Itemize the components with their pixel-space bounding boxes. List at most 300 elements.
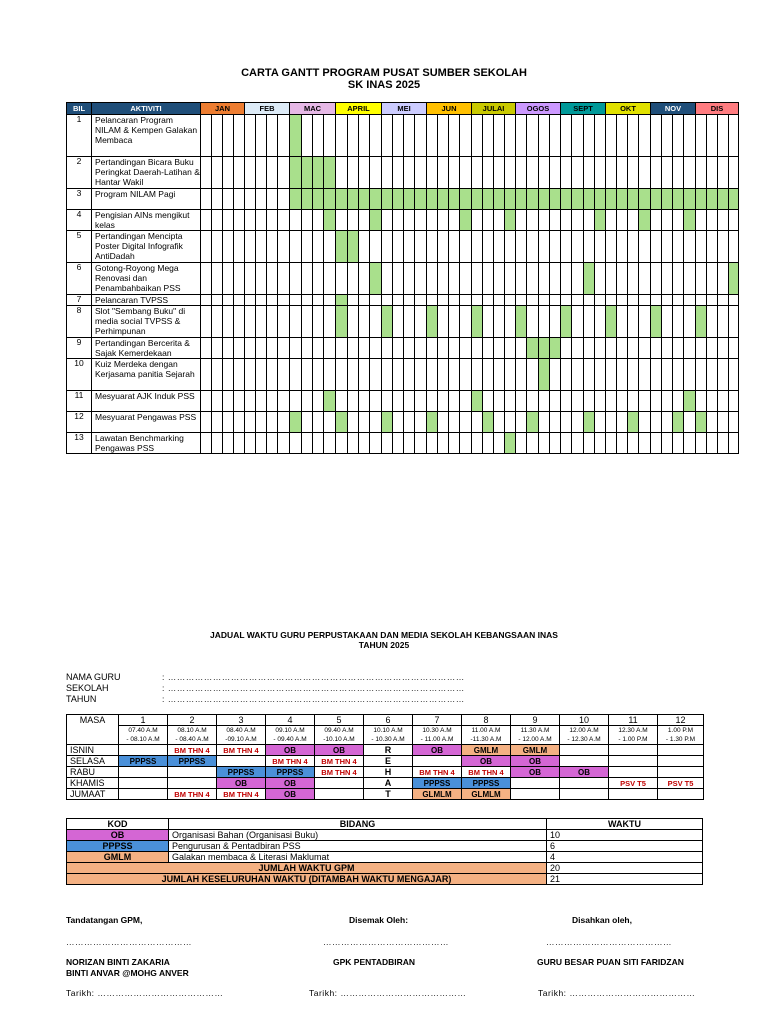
gantt-row [67,338,739,359]
gantt-week-cell [212,391,223,412]
gantt-week-cell [348,157,359,189]
sum-total-value: 21 [547,874,703,885]
gantt-week-cell [516,157,527,189]
gantt-bar-cell [550,338,561,359]
gantt-bar-cell [561,189,572,210]
gantt-week-cell [382,115,393,157]
kod-waktu: 6 [547,841,703,852]
gantt-week-cell [561,157,572,189]
row-number: 8 [67,306,92,338]
gantt-week-cell [415,359,427,391]
gantt-week-cell [639,391,651,412]
gantt-week-cell [572,306,584,338]
gantt-week-cell [527,157,539,189]
gantt-row [67,433,739,454]
gantt-week-cell [245,115,256,157]
gantt-week-cell [267,263,278,295]
gantt-week-cell [212,338,223,359]
disahkan-label: Disahkan oleh, [572,915,632,925]
gantt-week-cell [212,263,223,295]
month-header: APRIL [336,103,382,115]
field-label: SEKOLAH [66,683,109,693]
timetable-cell: OB [560,767,609,778]
gantt-bar-cell [572,189,584,210]
gantt-week-cell [561,359,572,391]
kod-header: KOD [67,819,169,830]
period-time: 09.10 A.M - 09.40 A.M [266,726,315,745]
gantt-week-cell [370,231,382,263]
gantt-week-cell [449,210,460,231]
gantt-week-cell [278,295,290,306]
gantt-week-cell [483,338,494,359]
gantt-week-cell [267,433,278,454]
gantt-bar-cell [438,189,449,210]
period-number: 1 [119,715,168,726]
gantt-week-cell [483,295,494,306]
gantt-week-cell [527,391,539,412]
gantt-week-cell [527,359,539,391]
gantt-week-cell [684,433,696,454]
gantt-week-cell [673,338,684,359]
gantt-week-cell [267,189,278,210]
gantt-week-cell [606,433,617,454]
gantt-bar-cell [460,210,472,231]
gantt-week-cell [673,263,684,295]
gantt-week-cell [324,295,336,306]
gantt-week-cell [729,391,739,412]
gantt-week-cell [673,306,684,338]
gantt-week-cell [427,338,438,359]
gantt-week-cell [404,412,415,433]
gantt-bar-cell [584,412,595,433]
gantt-week-cell [393,306,404,338]
timetable-cell: PPPSS [413,778,462,789]
timetable-cell [217,756,266,767]
gantt-week-cell [359,231,370,263]
month-header: JUN [427,103,472,115]
gantt-week-cell [539,306,550,338]
month-header: DIS [696,103,739,115]
gantt-week-cell [707,391,718,412]
gantt-week-cell [684,115,696,157]
gantt-week-cell [212,433,223,454]
gantt-week-cell [729,433,739,454]
gantt-week-cell [662,359,673,391]
gantt-week-cell [382,359,393,391]
gantt-week-cell [572,231,584,263]
gantt-week-cell [223,359,234,391]
gantt-week-cell [201,263,212,295]
timetable-cell: OB [462,756,511,767]
timetable-cell: PPPSS [217,767,266,778]
gantt-week-cell [278,210,290,231]
gantt-week-cell [494,295,505,306]
gantt-week-cell [359,115,370,157]
gantt-week-cell [223,412,234,433]
gantt-bar-cell [606,306,617,338]
gantt-bar-cell [313,157,324,189]
gantt-week-cell [256,210,267,231]
disahkan-sign-line: …………………………………… [546,937,672,947]
gantt-week-cell [438,433,449,454]
gantt-week-cell [718,157,729,189]
gantt-week-cell [584,210,595,231]
gantt-bar-cell [348,189,359,210]
timetable-cell: R [364,745,413,756]
gantt-week-cell [278,231,290,263]
gantt-week-cell [460,359,472,391]
timetable-cell [658,756,704,767]
period-time: 08.10 A.M - 08.40 A.M [168,726,217,745]
gantt-week-cell [393,412,404,433]
gantt-week-cell [223,210,234,231]
gantt-week-cell [460,391,472,412]
gantt-week-cell [561,115,572,157]
gantt-week-cell [393,295,404,306]
gantt-week-cell [617,433,628,454]
gantt-week-cell [505,359,516,391]
timetable-cell: OB [511,767,560,778]
gantt-week-cell [256,263,267,295]
gantt-bar-cell [527,338,539,359]
gpm-name-line1: NORIZAN BINTI ZAKARIA [66,957,170,967]
gantt-week-cell [617,295,628,306]
gantt-week-cell [449,295,460,306]
gantt-bar-cell [483,412,494,433]
gantt-week-cell [516,412,527,433]
disemak-sign-line: …………………………………… [323,937,449,947]
gantt-week-cell [483,433,494,454]
gantt-week-cell [550,210,561,231]
gantt-week-cell [494,210,505,231]
gantt-week-cell [707,412,718,433]
gantt-week-cell [539,295,550,306]
timetable-cell: GMLM [462,745,511,756]
disahkan-tarikh: Tarikh: …………………………………… [538,988,696,998]
row-number: 1 [67,115,92,157]
gantt-row [67,189,739,210]
gantt-week-cell [673,433,684,454]
gantt-week-cell [595,231,606,263]
gantt-subtitle: SK INAS 2025 [347,79,421,91]
gantt-week-cell [348,412,359,433]
gantt-week-cell [278,391,290,412]
gantt-week-cell [382,338,393,359]
gantt-week-cell [651,115,662,157]
timetable-cell [560,756,609,767]
gantt-bar-cell [336,412,348,433]
period-number: 2 [168,715,217,726]
gantt-week-cell [223,433,234,454]
gantt-week-cell [201,306,212,338]
gantt-week-cell [212,210,223,231]
gantt-week-cell [550,433,561,454]
gantt-week-cell [290,295,302,306]
gantt-week-cell [256,115,267,157]
gantt-week-cell [527,115,539,157]
activity-name: Kuiz Merdeka dengan Kerjasama panitia Sejarah [92,359,201,391]
gantt-week-cell [201,295,212,306]
gantt-week-cell [584,306,595,338]
gantt-bar-cell [336,306,348,338]
gantt-week-cell [707,433,718,454]
timetable-cell: BM THN 4 [462,767,511,778]
gantt-bar-cell [324,210,336,231]
gantt-week-cell [302,391,313,412]
gantt-bar-cell [539,359,550,391]
gantt-week-cell [302,359,313,391]
timetable-cell: BM THN 4 [217,789,266,800]
gantt-week-cell [595,391,606,412]
gantt-week-cell [561,231,572,263]
gantt-week-cell [527,210,539,231]
gantt-week-cell [472,231,483,263]
gantt-bar-cell [382,306,393,338]
gantt-week-cell [483,306,494,338]
gantt-week-cell [483,210,494,231]
gantt-week-cell [662,210,673,231]
period-number: 8 [462,715,511,726]
gantt-bar-cell [696,189,707,210]
gantt-bar-cell [561,306,572,338]
gantt-week-cell [359,295,370,306]
gantt-week-cell [516,295,527,306]
gantt-week-cell [539,210,550,231]
gantt-week-cell [313,210,324,231]
gantt-week-cell [336,391,348,412]
field-value: : ……………………………………………………………………………………… [162,672,465,682]
gantt-week-cell [494,391,505,412]
gantt-week-cell [212,295,223,306]
gantt-week-cell [606,359,617,391]
gantt-week-cell [313,359,324,391]
gantt-week-cell [290,359,302,391]
gantt-week-cell [572,338,584,359]
gantt-week-cell [460,295,472,306]
gantt-week-cell [313,263,324,295]
activity-name: Mesyuarat AJK Induk PSS [92,391,201,412]
gantt-week-cell [472,359,483,391]
gantt-week-cell [639,306,651,338]
gantt-bar-cell [336,231,348,263]
gantt-week-cell [673,359,684,391]
gantt-week-cell [584,231,595,263]
gantt-bar-cell [359,189,370,210]
gantt-week-cell [245,359,256,391]
gantt-week-cell [718,115,729,157]
gantt-week-cell [290,338,302,359]
gantt-bar-cell [427,189,438,210]
gantt-week-cell [718,231,729,263]
gantt-week-cell [696,391,707,412]
gantt-week-cell [584,295,595,306]
gantt-bar-cell [370,210,382,231]
gantt-week-cell [438,391,449,412]
disahkan-name: GURU BESAR PUAN SITI FARIDZAN [537,957,684,967]
gantt-week-cell [245,338,256,359]
row-number: 9 [67,338,92,359]
gantt-week-cell [516,433,527,454]
gantt-week-cell [550,306,561,338]
gantt-week-cell [415,157,427,189]
gantt-bar-cell [472,189,483,210]
disemak-tarikh: Tarikh: …………………………………… [309,988,467,998]
period-number: 4 [266,715,315,726]
gantt-week-cell [278,189,290,210]
gantt-week-cell [336,433,348,454]
period-number: 3 [217,715,266,726]
gantt-week-cell [438,231,449,263]
timetable-cell: OB [315,745,364,756]
gantt-week-cell [278,433,290,454]
gantt-week-cell [561,412,572,433]
gantt-week-cell [212,231,223,263]
gantt-week-cell [348,295,359,306]
gantt-week-cell [516,338,527,359]
gantt-week-cell [404,306,415,338]
gantt-week-cell [370,115,382,157]
timetable-cell [119,745,168,756]
period-number: 5 [315,715,364,726]
gantt-week-cell [393,231,404,263]
gantt-row [67,412,739,433]
gantt-week-cell [336,210,348,231]
gantt-week-cell [256,338,267,359]
gantt-week-cell [324,263,336,295]
gantt-week-cell [460,412,472,433]
gantt-week-cell [449,391,460,412]
period-number: 6 [364,715,413,726]
gantt-week-cell [539,115,550,157]
gantt-week-cell [606,391,617,412]
gantt-week-cell [662,231,673,263]
gantt-week-cell [359,412,370,433]
gantt-week-cell [696,263,707,295]
row-number: 3 [67,189,92,210]
kod-code: PPPSS [67,841,169,852]
timetable-cell [658,745,704,756]
activity-name: Pengisian AINs mengikut kelas [92,210,201,231]
gantt-week-cell [550,412,561,433]
period-number: 9 [511,715,560,726]
timetable-cell: GLMLM [413,789,462,800]
gantt-bar-cell [729,263,739,295]
gantt-week-cell [662,263,673,295]
timetable-cell: BM THN 4 [217,745,266,756]
gantt-week-cell [662,115,673,157]
gantt-week-cell [684,157,696,189]
gantt-week-cell [572,391,584,412]
gantt-bar-cell [382,412,393,433]
timetable-cell: H [364,767,413,778]
period-time: 08.40 A.M -09.10 A.M [217,726,266,745]
gantt-week-cell [617,338,628,359]
gantt-week-cell [662,157,673,189]
gantt-week-cell [302,306,313,338]
gantt-bar-cell [290,412,302,433]
gantt-week-cell [662,433,673,454]
kod-code: GMLM [67,852,169,863]
timetable-subtitle: TAHUN 2025 [358,640,410,650]
gantt-row [67,210,739,231]
gantt-week-cell [256,306,267,338]
gantt-week-cell [415,295,427,306]
gantt-bar-cell [639,189,651,210]
gantt-bar-cell [673,189,684,210]
gantt-week-cell [348,391,359,412]
timetable-cell [609,745,658,756]
gantt-week-cell [639,338,651,359]
gantt-week-cell [438,295,449,306]
period-number: 10 [560,715,609,726]
gantt-week-cell [505,412,516,433]
gantt-week-cell [628,115,639,157]
timetable-cell: PPPSS [168,756,217,767]
gantt-week-cell [561,263,572,295]
gantt-week-cell [696,359,707,391]
gantt-week-cell [460,263,472,295]
gantt-bar-cell [651,189,662,210]
gantt-bar-cell [595,210,606,231]
gantt-week-cell [256,433,267,454]
gantt-week-cell [370,338,382,359]
gantt-week-cell [628,338,639,359]
gantt-week-cell [278,338,290,359]
gantt-week-cell [438,359,449,391]
gantt-week-cell [302,433,313,454]
gantt-week-cell [550,359,561,391]
gantt-week-cell [427,115,438,157]
kod-table [66,818,703,885]
field-value: : ……………………………………………………………………………………… [162,694,465,704]
gantt-week-cell [427,210,438,231]
gantt-week-cell [278,157,290,189]
gantt-week-cell [595,412,606,433]
gantt-bar-cell [527,189,539,210]
day-name: SELASA [67,756,119,767]
timetable-cell [168,778,217,789]
kod-row [67,830,703,841]
gantt-week-cell [572,263,584,295]
gantt-bar-cell [313,189,324,210]
gantt-week-cell [639,412,651,433]
gantt-week-cell [234,338,245,359]
gantt-week-cell [212,306,223,338]
gantt-week-cell [313,231,324,263]
gantt-week-cell [267,210,278,231]
gantt-week-cell [370,306,382,338]
kod-header-row [67,819,703,830]
gantt-week-cell [245,231,256,263]
month-header: NOV [651,103,696,115]
gantt-week-cell [290,391,302,412]
gantt-week-cell [617,263,628,295]
gantt-bar-cell [302,189,313,210]
day-row [67,778,704,789]
gantt-week-cell [234,157,245,189]
gantt-week-cell [673,231,684,263]
gantt-week-cell [729,338,739,359]
gantt-week-cell [673,210,684,231]
gantt-week-cell [651,359,662,391]
timetable-cell [413,756,462,767]
gantt-week-cell [359,433,370,454]
activity-name: Program NILAM Pagi [92,189,201,210]
gantt-week-cell [404,433,415,454]
gantt-week-cell [393,263,404,295]
gantt-week-cell [684,412,696,433]
gantt-week-cell [393,338,404,359]
